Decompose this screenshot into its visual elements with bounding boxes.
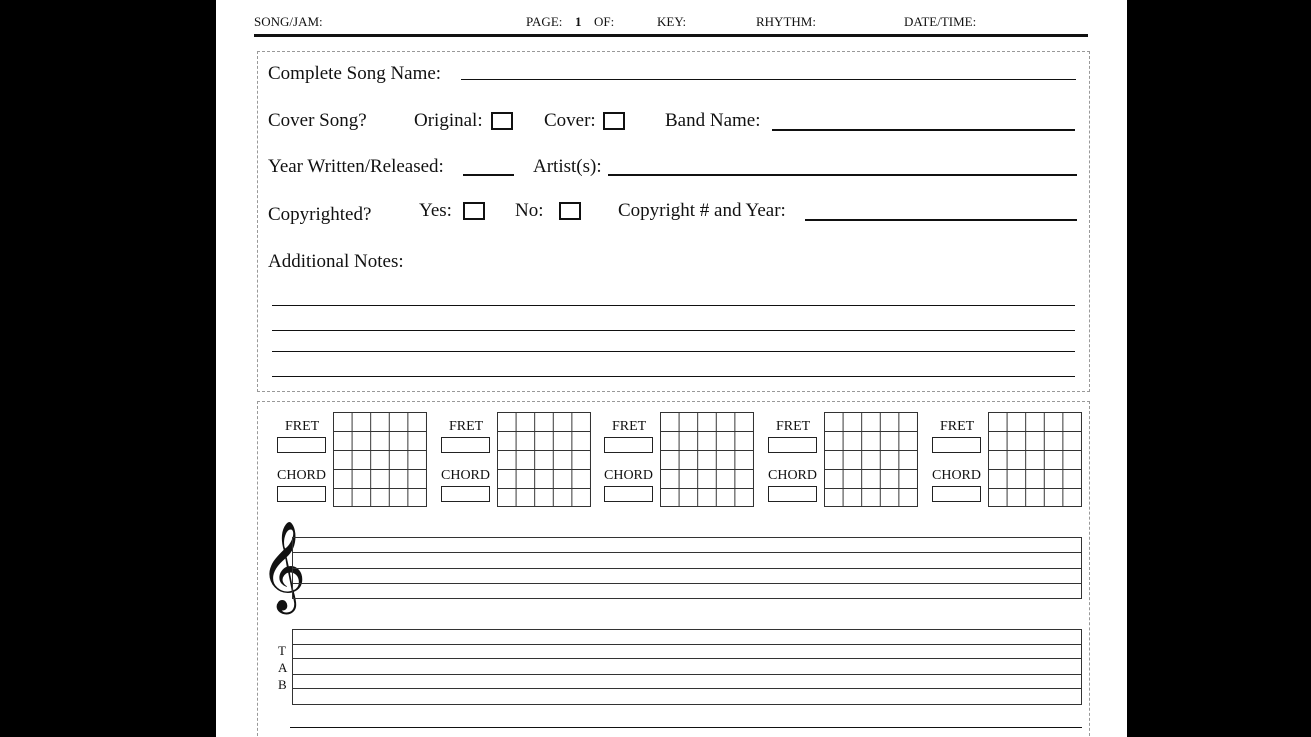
treble-staff[interactable] [292,537,1082,599]
fret-label: FRET [449,419,484,434]
copyright-number-label: Copyright # and Year: [618,200,786,221]
band-name-label: Band Name: [665,110,761,131]
year-written-label: Year Written/Released: [268,156,444,177]
cover-song-label: Cover Song? [268,110,367,131]
copyrighted-label: Copyrighted? [268,204,372,225]
chord-input[interactable] [932,486,981,502]
chord-label: CHORD [277,468,327,483]
date-time-label: DATE/TIME: [904,14,977,29]
fret-label: FRET [612,419,647,434]
no-checkbox[interactable] [559,202,581,220]
chord-diagram [440,410,592,510]
complete-song-name-label: Complete Song Name: [268,63,442,84]
chord-grid[interactable] [497,412,591,507]
chord-grid[interactable] [333,412,427,507]
chord-input[interactable] [441,486,490,502]
notes-line[interactable] [272,376,1075,377]
tab-letter-b: B [278,677,287,692]
complete-song-name-field[interactable] [461,79,1076,80]
original-checkbox[interactable] [491,112,513,130]
page-number: 1 [575,14,582,29]
song-jam-label: SONG/JAM: [254,14,323,29]
treble-clef-icon: 𝄞 [260,521,307,611]
chord-input[interactable] [604,486,653,502]
fret-input[interactable] [441,437,490,453]
fret-label: FRET [285,419,320,434]
band-name-field[interactable] [772,129,1075,131]
chord-grid[interactable] [660,412,754,507]
sheet-header [254,14,1088,37]
chord-label: CHORD [932,468,982,483]
copyright-number-field[interactable] [805,219,1077,221]
original-label: Original: [414,110,483,131]
cover-label: Cover: [544,110,596,131]
artists-label: Artist(s): [533,156,602,177]
song-info-box [257,51,1090,392]
tab-letter-a: A [278,660,288,675]
of-label: OF: [594,14,615,29]
no-label: No: [515,200,544,221]
song-sheet-page [216,0,1127,737]
year-written-field[interactable] [463,174,514,176]
fret-input[interactable] [277,437,326,453]
chord-label: CHORD [768,468,818,483]
yes-label: Yes: [419,200,452,221]
notes-line[interactable] [272,305,1075,306]
notes-line[interactable] [272,351,1075,352]
tab-staff[interactable] [292,629,1082,705]
additional-notes-label: Additional Notes: [268,251,404,272]
cover-checkbox[interactable] [603,112,625,130]
fret-input[interactable] [604,437,653,453]
page-label: PAGE: [526,14,563,29]
yes-checkbox[interactable] [463,202,485,220]
chord-label: CHORD [604,468,654,483]
chord-diagram [603,410,755,510]
notes-line[interactable] [272,330,1075,331]
rhythm-label: RHYTHM: [756,14,816,29]
chord-label: CHORD [441,468,491,483]
fret-label: FRET [776,419,811,434]
chord-input[interactable] [768,486,817,502]
chord-grid[interactable] [824,412,918,507]
artists-field[interactable] [608,174,1077,176]
fret-input[interactable] [932,437,981,453]
key-label: KEY: [657,14,687,29]
fret-input[interactable] [768,437,817,453]
chord-input[interactable] [277,486,326,502]
lyrics-line[interactable] [290,727,1082,728]
chord-diagram [767,410,919,510]
chord-grid[interactable] [988,412,1082,507]
fret-label: FRET [940,419,975,434]
tab-letter-t: T [278,643,286,658]
chord-diagram [931,410,1083,510]
chord-diagram [276,410,428,510]
